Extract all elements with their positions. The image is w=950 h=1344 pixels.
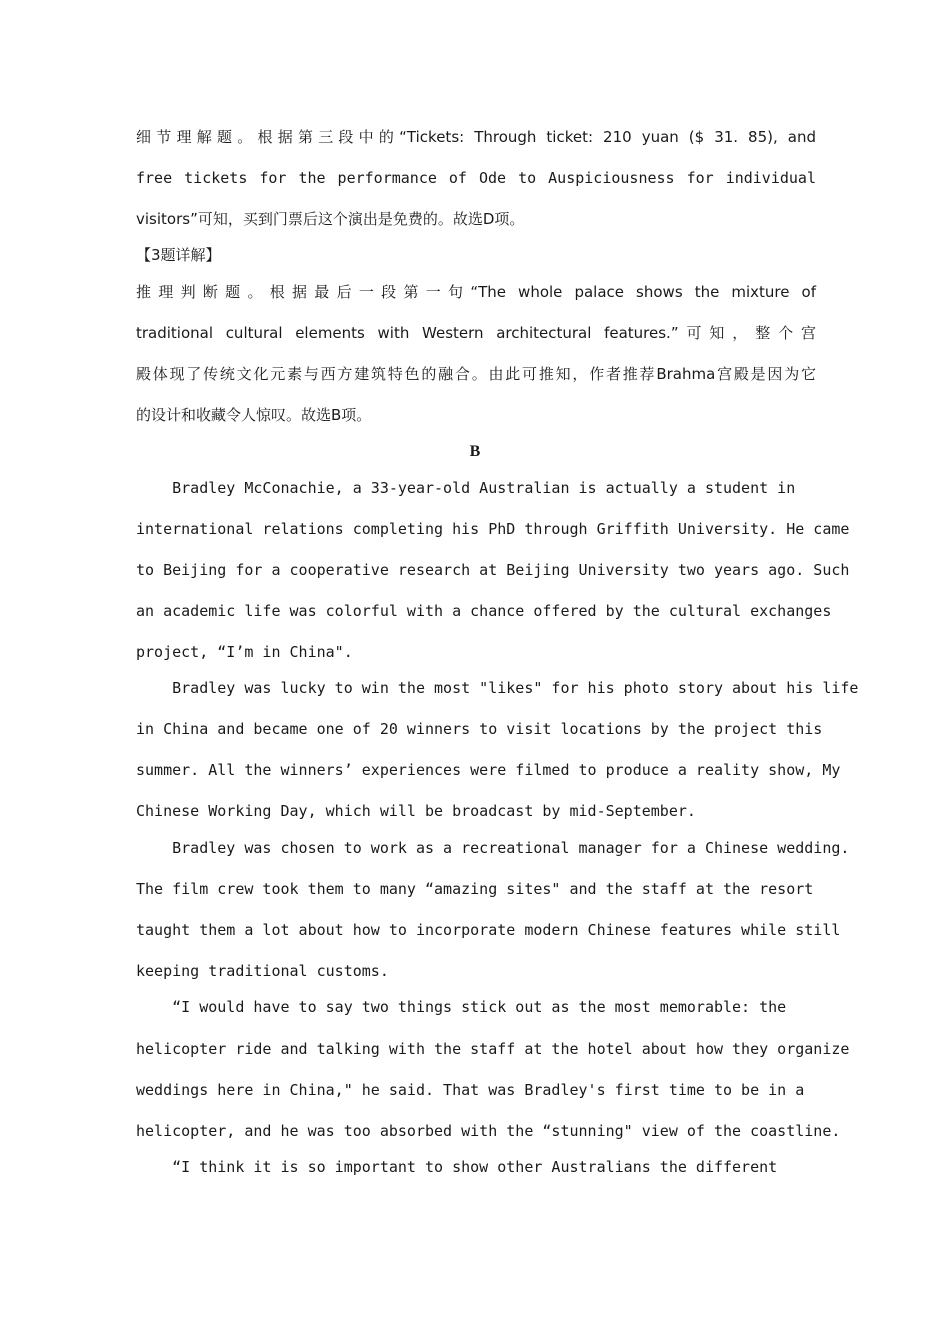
passage-line: Bradley was lucky to win the most "likes" for his photo story about his life [136,679,859,697]
explanation-line: 的设计和收藏令人惊叹。故选B项。 [136,406,372,424]
passage-line: taught them a lot about how to incorporate modern Chinese features while still [136,921,841,939]
passage-line: international relations completing his PhD through Griffith University. He came [136,520,850,538]
passage-line: weddings here in China," he said. That was Bradley's first time to be in a [136,1081,805,1099]
section-label: B [469,443,481,460]
passage-line: helicopter ride and talking with the staff at the hotel about how they organize [136,1040,850,1058]
passage-line: project, “I’m in China". [136,643,353,661]
passage-line: an academic life was colorful with a chance offered by the cultural exchanges [136,602,832,620]
explanation-line: 推理判断题。根据最后一段第一句“The whole palace shows the mixture of [136,283,816,301]
passage-line: keeping traditional customs. [136,962,389,980]
explanation-line: free tickets for the performance of Ode to Auspiciousness for individual [136,169,816,187]
passage-line: Bradley McConachie, a 33-year-old Australian is actually a student in [136,479,796,497]
passage-line: Chinese Working Day, which will be broadcast by mid-September. [136,802,696,820]
explanation-line: 殿体现了传统文化元素与西方建筑特色的融合。由此可推知，作者推荐Brahma宫殿是因为它 [136,365,816,383]
passage-line: summer. All the winners’ experiences were filmed to produce a reality show, My [136,761,841,779]
passage-line: to Beijing for a cooperative research at Beijing University two years ago. Such [136,561,850,579]
explanation-line: visitors”可知，买到门票后这个演出是免费的。故选D项。 [136,210,525,228]
passage-line: “I think it is so important to show other Australians the different [136,1158,778,1176]
passage-line: in China and became one of 20 winners to visit locations by the project this [136,720,823,738]
question-3-heading: 【3题详解】 [136,246,221,264]
explanation-line: traditional cultural elements with Western architectural features.”可知，整个宫 [136,324,816,342]
passage-line: helicopter, and he was too absorbed with the “stunning" view of the coastline. [136,1122,841,1140]
passage-line: The film crew took them to many “amazing sites" and the staff at the resort [136,880,814,898]
passage-line: “I would have to say two things stick out as the most memorable: the [136,998,787,1016]
explanation-line: 细节理解题。根据第三段中的“Tickets: Through ticket: 210 yuan ($ 31. 85), and [136,128,816,146]
passage-line: Bradley was chosen to work as a recreational manager for a Chinese wedding. [136,839,850,857]
